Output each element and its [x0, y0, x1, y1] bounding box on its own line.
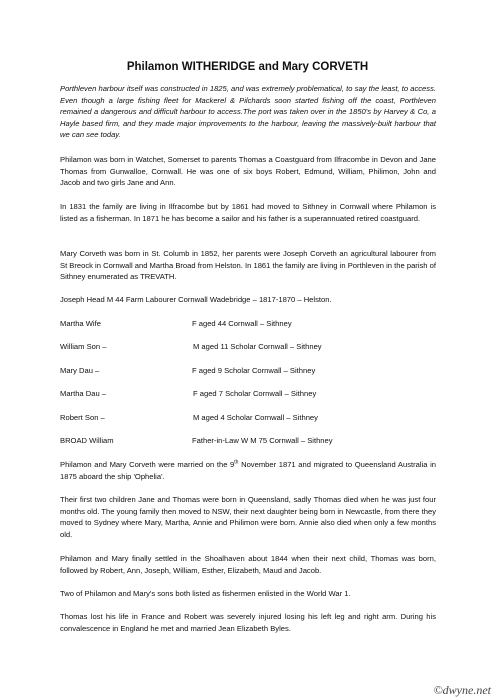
intro-paragraph: Porthleven harbour itself was constructed in 1825, and was extremely problematical, to say the least, to access. Even though a large fishing fleet for Mackerel & Pilchards soon started fishing off the coast, Porthleven remained a dangerous and difficult harbour to access.The port was taken over in the 1850's by Harvey & Co, a Hayle based firm, and they made major improvements to the harbour, leaving the massively-built harbour that we can see today. [60, 84, 436, 140]
paragraph-mary: Mary Corveth was born in St. Columb in 1852, her parents were Joseph Corveth an agricultural labourer from St Breock in Cornwall and Martha Broad from Helston. In 1861 the family are living in Porthleven in the parish of Sithney enumerated as TREVATH. [60, 249, 436, 282]
census-detail: M aged 11 Scholar Cornwall – Sithney [193, 342, 322, 351]
census-detail: F aged 44 Cornwall – Sithney [192, 319, 292, 328]
census-detail: F aged 9 Scholar Cornwall – Sithney [192, 366, 316, 375]
paragraph-shoalhaven: Philamon and Mary finally settled in the Shoalhaven about 1844 when their next child, Thomas was born, followed by Robert, Ann, Joseph, William, Esther, Elizabeth, Maud and Jacob. [60, 554, 436, 575]
census-name: Martha Dau – [60, 389, 107, 398]
census-name: Robert Son – [60, 413, 105, 422]
marriage-ordinal: th [234, 459, 239, 466]
census-name: BROAD William [60, 436, 114, 445]
paragraph-ww1: Two of Philamon and Mary's sons both listed as fishermen enlisted in the World War 1. [60, 589, 351, 598]
page-title: Philamon WITHERIDGE and Mary CORVETH [126, 61, 369, 73]
census-detail: F aged 7 Scholar Cornwall – Sithney [193, 389, 317, 398]
paragraph-birth: Philamon was born in Watchet, Somerset to parents Thomas a Coastguard from Ilfracombe in Devon and Jane Thomas from Gunwalloe, Cornwall. He was one of six boys Robert, Edmund, William, Philimon, John and Jacob and two girls Jane and Ann. [60, 155, 436, 188]
census-name: William Son – [60, 342, 107, 351]
watermark: ©dwyne.net [433, 683, 491, 697]
census-head: Joseph Head M 44 Farm Labourer Cornwall Wadebridge – 1817-1870 – Helston. [60, 295, 332, 304]
census-name: Martha Wife [60, 319, 101, 328]
census-name: Mary Dau – [60, 366, 100, 375]
paragraph-children: Their first two children Jane and Thomas were born in Queensland, sadly Thomas died when he was just four months old. The young family then moved to NSW, their next daughter being born in Newcastle, from there they moved to Sydney where Mary, Martha, Annie and Philimon were born. Annie also died when only a few months old. [60, 495, 436, 539]
marriage-text-a: Philamon and Mary Corveth were married on the 9 [60, 460, 235, 469]
census-detail: M aged 4 Scholar Cornwall – Sithney [193, 413, 318, 422]
paragraph-residence: In 1831 the family are living in Ilfracombe but by 1861 had moved to Sithney in Cornwall where Philamon is listed as a fisherman. In 1871 he has become a sailor and his father is a superannuated retired coastguard. [60, 202, 436, 223]
paragraph-thomas-robert: Thomas lost his life in France and Robert was severely injured losing his left leg and right arm. During his convalescence in England he met and married Jean Elizabeth Byles. [60, 612, 436, 633]
paragraph-marriage [60, 459, 436, 482]
marriage-text-b: November 1871 and migrated to Queensland Australia in 1875 aboard the ship 'Ophelia'. [60, 460, 436, 481]
census-detail: Father-in-Law W M 75 Cornwall – Sithney [192, 436, 333, 445]
